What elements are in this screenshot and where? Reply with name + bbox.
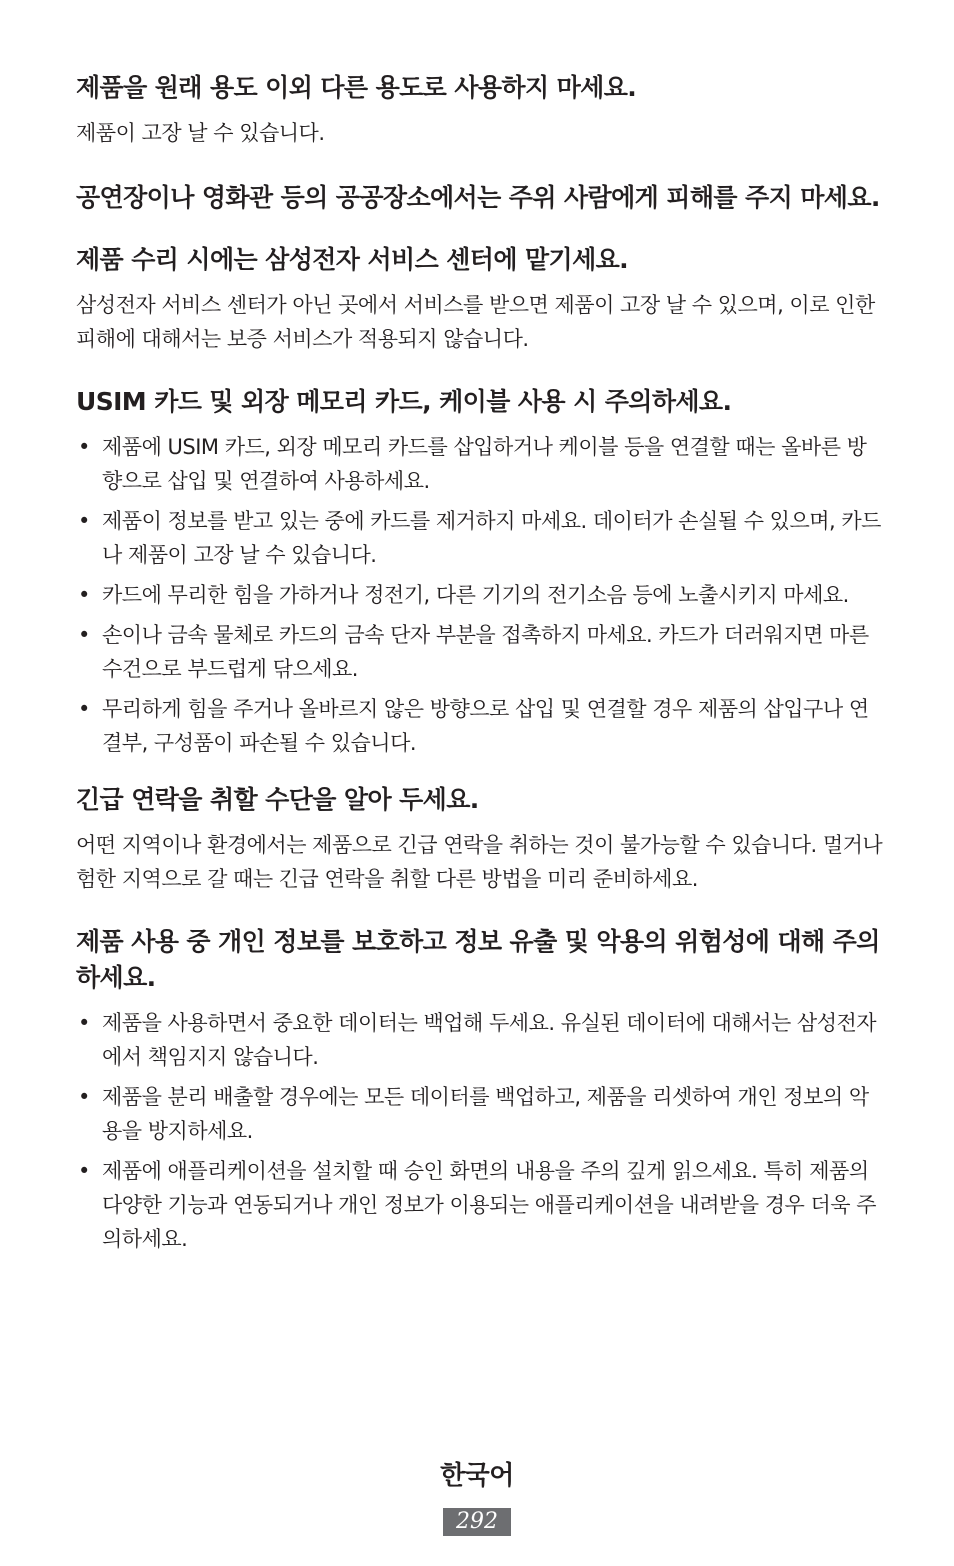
section-privacy [76,924,886,1256]
list-item [76,430,886,498]
list-item-text: 제품을 분리 배출할 경우에는 모든 데이터를 백업하고, 제품을 리셋하여 개인 정보의 악용을 방지하세요. [102,1085,869,1143]
section-usim-cards [76,384,886,760]
section-heading: 제품 수리 시에는 삼성전자 서비스 센터에 맡기세요. [76,245,629,274]
section-intended-use [76,70,886,150]
list-item-text: 카드에 무리한 힘을 가하거나 정전기, 다른 기기의 전기소음 등에 노출시키지 마세요. [102,583,849,607]
bullet-glyph: • [78,1085,90,1109]
list-item [76,692,886,760]
section-heading: 긴급 연락을 취할 수단을 알아 두세요. [76,785,479,814]
list-item [76,578,886,612]
page-content [76,70,886,1262]
section-heading: USIM 카드 및 외장 메모리 카드, 케이블 사용 시 주의하세요. [76,387,732,416]
bullet-glyph: • [78,623,90,647]
bullet-glyph: • [78,697,90,721]
bullet-list [76,1006,886,1256]
section-body: 제품이 고장 날 수 있습니다. [76,121,325,145]
list-item [76,1080,886,1148]
bullet-glyph: • [78,509,90,533]
list-item [76,504,886,572]
footer-language-label: 한국어 [440,1461,514,1491]
page-number-badge: 292 [443,1508,511,1536]
list-item-text: 제품에 애플리케이션을 설치할 때 승인 화면의 내용을 주의 깊게 읽으세요. 특히 제품의 다양한 기능과 연동되거나 개인 정보가 이용되는 애플리케이션을 내려받을 경우 더욱 주의하세요. [102,1159,877,1251]
section-heading: 제품 사용 중 개인 정보를 보호하고 정보 유출 및 악용의 위험성에 대해 주의하세요. [76,927,880,992]
list-item [76,1154,886,1256]
bullet-glyph: • [78,435,90,459]
bullet-glyph: • [78,583,90,607]
list-item-text: 무리하게 힘을 주거나 올바르지 않은 방향으로 삽입 및 연결할 경우 제품의 삽입구나 연결부, 구성품이 파손될 수 있습니다. [102,697,869,755]
bullet-glyph: • [78,1159,90,1183]
section-heading: 공연장이나 영화관 등의 공공장소에서는 주위 사람에게 피해를 주지 마세요. [76,183,880,212]
section-body: 어떤 지역이나 환경에서는 제품으로 긴급 연락을 취하는 것이 불가능할 수 있습니다. 멀거나 험한 지역으로 갈 때는 긴급 연락을 취할 다른 방법을 미리 준비하세요. [76,833,883,891]
section-body: 삼성전자 서비스 센터가 아닌 곳에서 서비스를 받으면 제품이 고장 날 수 있으며, 이로 인한 피해에 대해서는 보증 서비스가 적용되지 않습니다. [76,293,875,351]
list-item-text: 제품에 USIM 카드, 외장 메모리 카드를 삽입하거나 케이블 등을 연결할 때는 올바른 방향으로 삽입 및 연결하여 사용하세요. [102,435,867,493]
list-item [76,618,886,686]
section-repair [76,242,886,356]
bullet-glyph: • [78,1011,90,1035]
bullet-list [76,430,886,760]
section-emergency-contact [76,782,886,896]
list-item [76,1006,886,1074]
list-item-text: 제품이 정보를 받고 있는 중에 카드를 제거하지 마세요. 데이터가 손실될 수 있으며, 카드나 제품이 고장 날 수 있습니다. [102,509,881,567]
section-heading: 제품을 원래 용도 이외 다른 용도로 사용하지 마세요. [76,73,637,102]
section-public-places [76,180,886,216]
list-item-text: 제품을 사용하면서 중요한 데이터는 백업해 두세요. 유실된 데이터에 대해서는 삼성전자에서 책임지지 않습니다. [102,1011,877,1069]
list-item-text: 손이나 금속 물체로 카드의 금속 단자 부분을 접촉하지 마세요. 카드가 더러워지면 마른 수건으로 부드럽게 닦으세요. [102,623,869,681]
